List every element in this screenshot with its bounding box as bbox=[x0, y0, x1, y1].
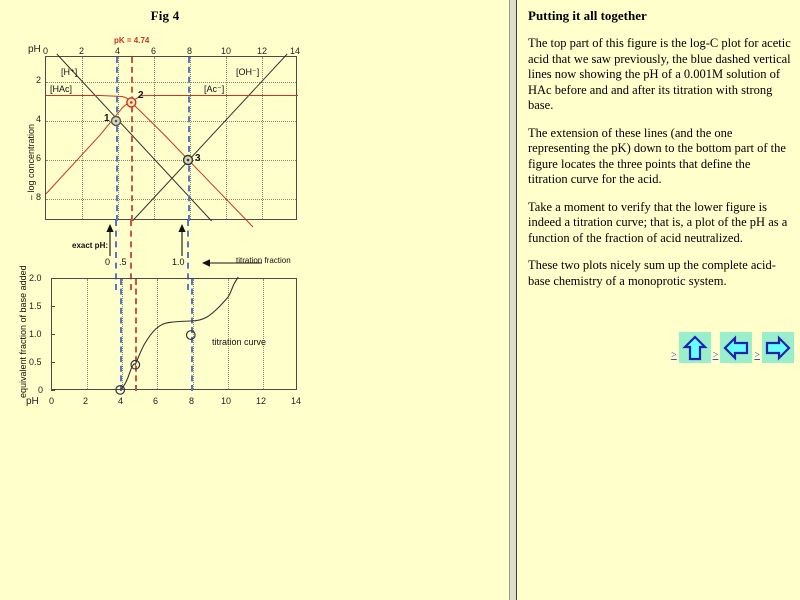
bottom-chart-xtick: 4 bbox=[118, 396, 124, 406]
bottom-chart-ytick: 0.5 bbox=[29, 357, 42, 367]
nav-marker-left[interactable]: > bbox=[712, 350, 719, 361]
top-chart-ytick: 2 bbox=[36, 75, 42, 85]
bottom-chart-ytick: 2.0 bbox=[29, 273, 42, 283]
bottom-chart-ytick: 1.5 bbox=[29, 301, 42, 311]
top-chart-xtick: 2 bbox=[79, 46, 85, 56]
species-label-h: [H⁺] bbox=[61, 67, 78, 77]
top-chart-xtick: 4 bbox=[115, 46, 121, 56]
titration-curve-label: titration curve bbox=[212, 337, 267, 347]
top-chart-xtick: 14 bbox=[290, 46, 301, 56]
bottom-chart-ylabel: equivalent fraction of base added bbox=[18, 265, 28, 398]
nav-button-left[interactable] bbox=[720, 332, 752, 363]
bottom-chart-xtick: 2 bbox=[83, 396, 89, 406]
point-label-1: 1 bbox=[104, 113, 110, 124]
paragraph: The top part of this figure is the log-C plot for acetic acid that we saw previously, the blue dashed vertical lines now showing the pH of a 0.001M solution of HAc before and and after its titration with strong base. bbox=[528, 36, 791, 112]
navigation-bar bbox=[669, 332, 794, 363]
top-chart-xtick: 8 bbox=[187, 46, 193, 56]
figure-title: Fig 4 bbox=[150, 8, 180, 23]
nav-button-right[interactable] bbox=[762, 332, 794, 363]
log-c-chart bbox=[0, 0, 330, 270]
point-label-3: 3 bbox=[195, 153, 201, 164]
top-chart-markers bbox=[46, 57, 298, 221]
fraction-tick-half: .5 bbox=[119, 257, 127, 267]
nav-group-left bbox=[711, 332, 753, 363]
species-label-oh: [OH⁻] bbox=[236, 67, 260, 77]
bottom-chart-xtick: 0 bbox=[49, 396, 55, 406]
pk-label: pK = 4.74 bbox=[114, 36, 150, 45]
point-label-2: 2 bbox=[138, 90, 144, 101]
arrow-left-icon bbox=[723, 335, 749, 361]
bottom-chart-tickmark bbox=[51, 362, 55, 363]
nav-group-right bbox=[752, 332, 794, 363]
nav-button-up[interactable] bbox=[679, 332, 711, 363]
nav-marker-right[interactable]: > bbox=[754, 350, 760, 361]
panel-title: Putting it all together bbox=[528, 8, 647, 23]
titration-fraction-label: titration fraction bbox=[236, 256, 291, 265]
bottom-chart-tickmark bbox=[51, 278, 55, 279]
nav-group-up bbox=[669, 332, 711, 363]
bottom-chart-xtick: 6 bbox=[153, 396, 159, 406]
top-chart-ph-label: pH bbox=[28, 44, 41, 55]
species-label-hac: [HAc] bbox=[50, 84, 73, 94]
paragraph: Take a moment to verify that the lower figure is indeed a titration curve; that is, a plot of the pH as a function of the fraction of acid neutralized. bbox=[528, 199, 788, 245]
titration-curve-chart bbox=[0, 265, 330, 407]
nav-marker-up[interactable]: > bbox=[671, 350, 677, 361]
top-chart-xtick: 6 bbox=[151, 46, 157, 56]
top-chart-ytick: 8 bbox=[36, 192, 42, 202]
bottom-chart-ytick: 1.0 bbox=[29, 329, 42, 339]
bottom-chart-tickmark bbox=[51, 390, 55, 391]
top-chart-ytick: 4 bbox=[36, 114, 42, 124]
top-chart-xtick: 10 bbox=[221, 46, 232, 56]
top-chart-ytick: 6 bbox=[36, 153, 42, 163]
arrow-up-icon bbox=[682, 335, 708, 361]
bottom-chart-xtick: 14 bbox=[291, 396, 302, 406]
bottom-chart-markers bbox=[52, 279, 298, 391]
bottom-chart-ytick: 0 bbox=[38, 385, 44, 395]
bottom-chart-tickmark bbox=[51, 306, 55, 307]
bottom-chart-frame bbox=[51, 278, 297, 390]
bottom-chart-tickmark bbox=[51, 334, 55, 335]
explanation-panel bbox=[520, 0, 800, 600]
fraction-tick-0: 0 bbox=[105, 257, 111, 267]
top-chart-xtick: 12 bbox=[257, 46, 268, 56]
bottom-chart-xtick: 12 bbox=[256, 396, 267, 406]
paragraph: The extension of these lines (and the one representing the pK) down to the bottom part of the figure locates the three points that define the titration curve for the acid. bbox=[528, 125, 786, 186]
paragraph: These two plots nicely sum up the complete acid-base chemistry of a monoprotic system. bbox=[528, 258, 776, 288]
top-chart-ylabel: – log concentration bbox=[26, 123, 36, 200]
species-label-ac: [Ac⁻] bbox=[204, 84, 225, 94]
top-chart-frame bbox=[45, 56, 297, 220]
top-chart-xtick: 0 bbox=[43, 46, 49, 56]
bottom-chart-ph-label: pH bbox=[26, 396, 39, 407]
bottom-chart-xtick: 8 bbox=[189, 396, 195, 406]
panel-divider bbox=[509, 0, 517, 600]
fraction-tick-one: 1.0 bbox=[172, 257, 185, 267]
arrow-right-icon bbox=[765, 335, 791, 361]
exact-ph-label: exact pH: bbox=[72, 241, 109, 250]
bottom-chart-xtick: 10 bbox=[221, 396, 232, 406]
